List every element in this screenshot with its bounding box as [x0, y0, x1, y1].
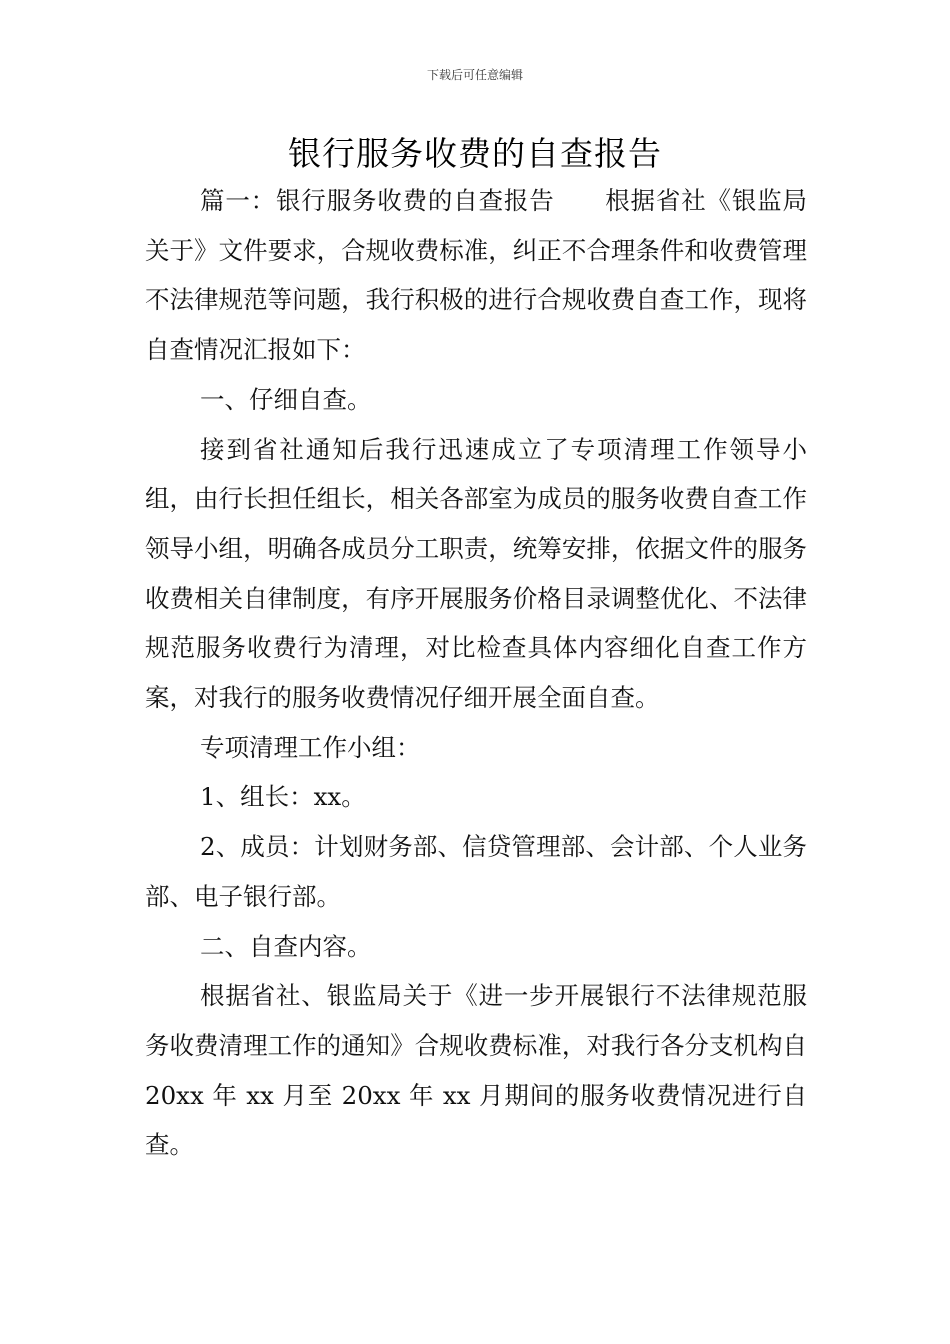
paragraph-content: 根据省社、银监局关于《进一步开展银行不法律规范服务收费清理工作的通知》合规收费标准，对我行各分支机构自 20xx 年 xx 月至 20xx 年 xx 月期间的服务收费情况进行自查。 [145, 981, 815, 1160]
document-body [145, 176, 815, 1170]
paragraph-team-heading: 专项清理工作小组： [200, 732, 421, 762]
header-note: 下载后可任意编辑 [426, 68, 523, 82]
section-heading-self-check: 一、仔细自查。 [200, 384, 372, 414]
document-title: 银行服务收费的自查报告 [288, 134, 662, 173]
list-item-team-members: 2、成员：计划财务部、信贷管理部、会计部、个人业务部、电子银行部。 [145, 832, 807, 911]
paragraph-self-check: 接到省社通知后我行迅速成立了专项清理工作领导小组，由行长担任组长，相关各部室为成员的服务收费自查工作领导小组，明确各成员分工职责，统筹安排，依据文件的服务收费相关自律制度，有序开展服务价格目录调整优化、不法律规范服务收费行为清理，对比检查具体内容细化自查工作方案，对我行的服务收费情况仔细开展全面自查。 [145, 434, 807, 713]
list-item-team-leader: 1、组长：xx。 [200, 782, 366, 812]
section-heading-content: 二、自查内容。 [200, 931, 372, 961]
paragraph-intro: 篇一：银行服务收费的自查报告 根据省社《银监局关于》文件要求，合规收费标准，纠正不合理条件和收费管理不法律规范等问题，我行积极的进行合规收费自查工作，现将自查情况汇报如下： [145, 186, 807, 365]
